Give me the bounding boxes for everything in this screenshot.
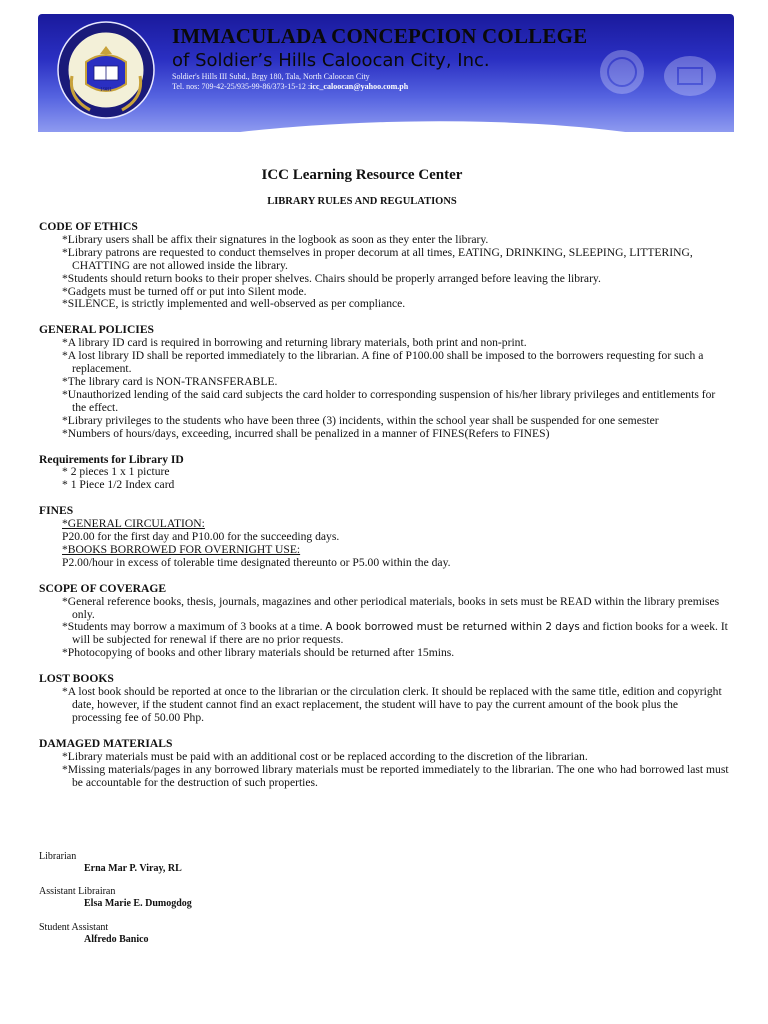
list-item: *A library ID card is required in borrowing and returning library materials, both print and non-print. (62, 336, 527, 350)
list-item: *Missing materials/pages in any borrowed library materials must be reported immediately to the librarian. The one who had borrowed last must be accountable for the destruction of such properties. (62, 762, 729, 789)
seal-year: 1981 (100, 87, 112, 93)
list-item: *SILENCE, is strictly implemented and well-observed as per compliance. (62, 297, 406, 311)
list-item: *Library privileges to the students who have been three (3) incidents, within the school year shall be suspended for one semester (62, 413, 659, 427)
list-item: *Students should return books to their proper shelves. Chairs should be properly arranged before leaving the library. (62, 271, 601, 285)
college-subtitle: of Soldier’s Hills Caloocan City, Inc. (172, 50, 490, 71)
section-heading: SCOPE OF COVERAGE (39, 581, 167, 595)
section-general-policies (39, 324, 729, 440)
list-item: *A lost library ID shall be reported immediately to the librarian. A fine of P100.00 shall be imposed to the borrowers requesting for such a replacement. (62, 349, 704, 376)
signatory-student-assistant (39, 922, 149, 946)
section-heading: LOST BOOKS (39, 672, 114, 686)
college-seal-icon (50, 18, 170, 122)
document-body (39, 221, 729, 802)
fines-overnight-text: P2.00/hour in excess of tolerable time designated thereunto or P5.00 within the day. (62, 555, 451, 569)
signatory-role: Assistant Librairan (39, 886, 116, 897)
scope-item2-end: and fiction books for a week. It will be subjected for renewal if there are no prior requests. (72, 620, 728, 647)
list-item: *Library users shall be affix their signatures in the logbook as soon as they enter the library. (62, 232, 489, 246)
college-name: IMMACULADA CONCEPCION COLLEGE (172, 24, 588, 48)
page-title: ICC Learning Resource Center (261, 167, 463, 183)
scope-item2-highlight: A book borrowed must be returned within 2 days (325, 621, 580, 634)
tel-numbers: Tel. nos: 709-42-25/935-99-86/373-15-12 : (172, 82, 311, 91)
page-subtitle: LIBRARY RULES AND REGULATIONS (267, 196, 457, 207)
section-heading: CODE OF ETHICS (39, 220, 138, 233)
signatory-role: Librarian (39, 851, 77, 862)
signatory-assistant-librarian (39, 886, 192, 910)
list-item: *Library materials must be paid with an additional cost or be replaced according to the discretion of the librarian. (62, 749, 588, 763)
list-item: * 2 pieces 1 x 1 picture (62, 465, 170, 479)
scope-item2-start: *Students may borrow a maximum of 3 books at a time. (62, 620, 326, 634)
signatory-librarian (39, 851, 182, 875)
section-code-of-ethics (39, 221, 729, 311)
college-address: Soldier's Hills III Subd., Brgy 180, Tala, North Caloocan City (172, 72, 370, 81)
fines-overnight-label: *BOOKS BORROWED FOR OVERNIGHT USE: (62, 542, 301, 556)
section-damaged-materials (39, 738, 729, 790)
signatory-name: Erna Mar P. Viray, RL (84, 863, 182, 874)
list-item: * 1 Piece 1/2 Index card (62, 478, 175, 492)
college-contact (172, 82, 408, 92)
section-heading: DAMAGED MATERIALS (39, 736, 173, 750)
fines-circulation-label: *GENERAL CIRCULATION: (62, 517, 205, 531)
deco-badge-icon (598, 48, 646, 96)
list-item: *Unauthorized lending of the said card subjects the card holder to corresponding suspension of his/her library privileges and entitlements for the effect. (62, 387, 716, 414)
list-item: *The library card is NON-TRANSFERABLE. (62, 374, 278, 388)
section-lost-books (39, 673, 729, 725)
signatory-name: Alfredo Banico (84, 934, 149, 945)
fines-circulation-text: P20.00 for the first day and P10.00 for the succeeding days. (62, 530, 340, 544)
header-banner (38, 14, 734, 132)
list-item: *General reference books, thesis, journals, magazines and other periodical materials, books in sets must be READ within the library premises only. (62, 594, 720, 621)
list-item: *Photocopying of books and other library materials should be returned after 15mins. (62, 646, 455, 660)
deco-emblem-icon (662, 54, 718, 98)
section-requirements (39, 454, 729, 493)
list-item: *Library patrons are requested to conduct themselves in proper decorum at all times, EATING, DRINKING, SLEEPING, LITTERING, CHATTING are not allowed inside the library. (62, 245, 693, 272)
section-fines (39, 505, 729, 570)
college-email: icc_caloocan@yahoo.com.ph (310, 82, 409, 91)
signatory-role: Student Assistant (39, 922, 109, 933)
section-heading: GENERAL POLICIES (39, 323, 155, 337)
section-scope-of-coverage (39, 583, 729, 660)
signatory-name: Elsa Marie E. Dumogdog (84, 898, 192, 909)
section-heading: Requirements for Library ID (39, 452, 184, 466)
list-item (39, 621, 729, 647)
list-item: *Gadgets must be turned off or put into Silent mode. (62, 284, 307, 298)
list-item: *A lost book should be reported at once to the librarian or the circulation clerk. It should be replaced with the same title, edition and copyright date, however, if the student cannot find an exact replacement, the student will have to pay the current amount of the book plus the processing fee of 50.00 Php. (62, 685, 722, 724)
section-heading: FINES (39, 504, 74, 518)
list-item: *Numbers of hours/days, exceeding, incurred shall be penalized in a manner of FINES(Refers to FINES) (62, 426, 550, 440)
